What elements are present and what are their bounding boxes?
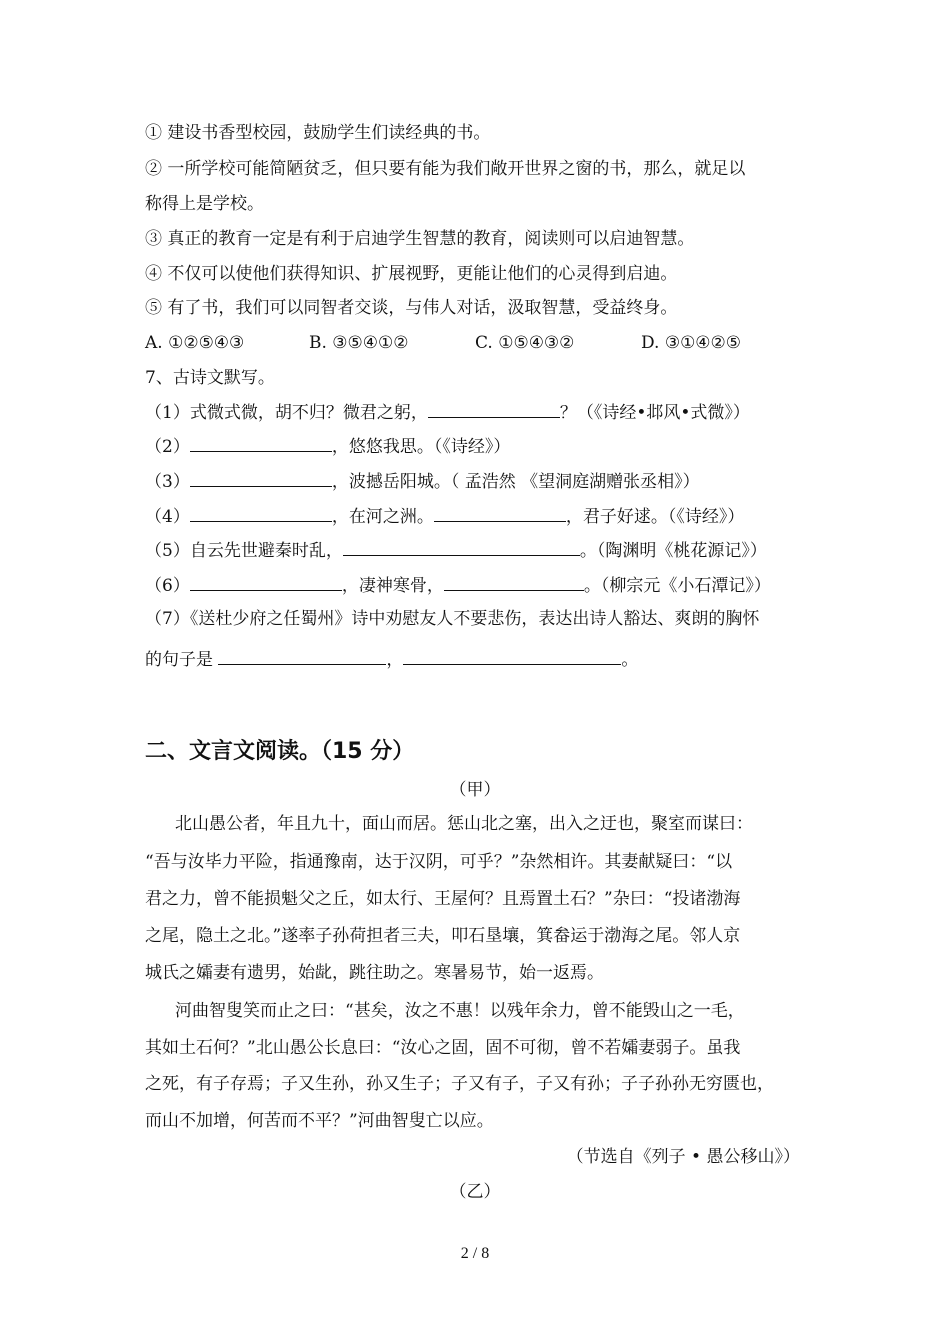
passage-p1-line-5: 城氏之孀妻有遗男，始龀，跳往助之。寒暑易节，始一返焉。 xyxy=(145,963,604,983)
passage-p1-line-2: “吾与汝毕力平险，指通豫南，达于汉阴，可乎？”杂然相许。其妻献疑曰：“以 xyxy=(145,852,733,872)
q7-item-3-text-b: ，波撼岳阳城。（ 孟浩然 《望洞庭湖赠张丞相》） xyxy=(331,472,700,492)
passage-p2-line-1: 河曲智叟笑而止之曰：“甚矣，汝之不惠！以残年余力，曾不能毁山之一毛， xyxy=(175,1001,745,1021)
q7-item-6-text-a: （6） xyxy=(145,576,190,596)
q7-item-2 xyxy=(145,435,815,458)
q7-item-5-text-a: （5）自云先世避秦时乱， xyxy=(145,541,343,561)
passage-p1-line-4: 之尾，隐土之北。”遂率子孙荷担者三夫，叩石垦壤，箕畚运于渤海之尾。邻人京 xyxy=(145,926,741,946)
option-a: A. ①②⑤④③ xyxy=(145,333,245,353)
q7-item-4-text-c: ，君子好逑。（《诗经》） xyxy=(565,507,745,527)
q7-item-7-line-1: （7）《送杜少府之任蜀州》诗中劝慰友人不要悲伤，表达出诗人豁达、爽朗的胸怀 xyxy=(145,609,760,629)
passage-p1-line-1: 北山愚公者，年且九十，面山而居。惩山北之塞，出入之迂也，聚室而谋曰： xyxy=(175,814,753,834)
option-b: B. ③⑤④①② xyxy=(309,333,409,353)
answer-blank[interactable] xyxy=(190,435,332,452)
q6-sentence-2-line-2: 称得上是学校。 xyxy=(145,194,264,214)
q7-item-3-text-a: （3） xyxy=(145,472,190,492)
q6-sentence-2-line-1: ② 一所学校可能简陋贫乏，但只要有能为我们敞开世界之窗的书，那么，就足以 xyxy=(145,159,746,179)
q6-options xyxy=(145,332,815,354)
q7-item-2-text-b: ，悠悠我思。（《诗经》） xyxy=(331,437,511,457)
passage-yi-label: （乙） xyxy=(449,1182,501,1202)
passage-p2-line-2: 其如土石何？”北山愚公长息曰：“汝心之固，固不可彻，曾不若孀妻弱子。虽我 xyxy=(145,1038,741,1058)
passage-source: （节选自《列子 • 愚公移山》） xyxy=(566,1147,800,1167)
q7-item-1-text-b: ？（《诗经•邶风•式微》） xyxy=(559,403,750,423)
q7-item-4-text-a: （4） xyxy=(145,507,190,527)
option-d: D. ③①④②⑤ xyxy=(641,333,742,353)
passage-p2-line-4: 而山不加增，何苦而不平？”河曲智叟亡以应。 xyxy=(145,1111,494,1131)
q7-item-7-line-2 xyxy=(145,648,815,671)
q6-sentence-1: ① 建设书香型校园，鼓励学生们读经典的书。 xyxy=(145,123,491,143)
q7-item-1 xyxy=(145,401,815,424)
answer-blank[interactable] xyxy=(190,470,332,487)
q7-item-5 xyxy=(145,539,815,562)
answer-blank[interactable] xyxy=(428,401,560,418)
q7-item-1-text-a: （1）式微式微，胡不归？微君之躬， xyxy=(145,403,428,423)
q7-item-4 xyxy=(145,505,815,528)
q6-sentence-4: ④ 不仅可以使他们获得知识、扩展视野，更能让他们的心灵得到启迪。 xyxy=(145,264,678,284)
option-c: C. ①⑤④③② xyxy=(475,333,575,353)
answer-blank[interactable] xyxy=(190,505,332,522)
q7-item-3 xyxy=(145,470,815,493)
q7-item-5-text-b: 。（陶渊明《桃花源记》） xyxy=(579,541,767,561)
answer-blank[interactable] xyxy=(218,648,386,665)
q7-item-7-text-d: 。 xyxy=(621,650,639,670)
q7-title: 7、古诗文默写。 xyxy=(145,368,275,388)
answer-blank[interactable] xyxy=(190,574,342,591)
q6-sentence-3: ③ 真正的教育一定是有利于启迪学生智慧的教育，阅读则可以启迪智慧。 xyxy=(145,229,695,249)
passage-jia-label: （甲） xyxy=(449,780,501,800)
q7-item-6-text-b: ，凄神寒骨， xyxy=(341,576,444,596)
q6-sentence-5: ⑤ 有了书，我们可以同智者交谈，与伟人对话，汲取智慧，受益终身。 xyxy=(145,298,678,318)
q7-item-7-text-c: ， xyxy=(386,650,404,670)
page-number: 2 / 8 xyxy=(460,1245,490,1262)
section-2-heading: 二、文言文阅读。（15 分） xyxy=(145,739,415,764)
passage-p1-line-3: 君之力，曾不能损魁父之丘，如太行、王屋何？且焉置土石？”杂曰：“投诸渤海 xyxy=(145,889,741,909)
q7-item-2-text-a: （2） xyxy=(145,437,190,457)
q7-item-6 xyxy=(145,574,815,597)
answer-blank[interactable] xyxy=(343,539,580,556)
q7-item-6-text-c: 。（柳宗元《小石潭记》） xyxy=(583,576,771,596)
answer-blank[interactable] xyxy=(434,505,566,522)
answer-blank[interactable] xyxy=(403,648,621,665)
passage-p2-line-3: 之死，有子存焉；子又生孙，孙又生子；子又有子，子又有孙；子子孙孙无穷匮也， xyxy=(145,1074,774,1094)
q7-item-7-text-b: 的句子是 xyxy=(145,650,219,670)
answer-blank[interactable] xyxy=(444,574,584,591)
q7-item-4-text-b: ，在河之洲。 xyxy=(331,507,434,527)
